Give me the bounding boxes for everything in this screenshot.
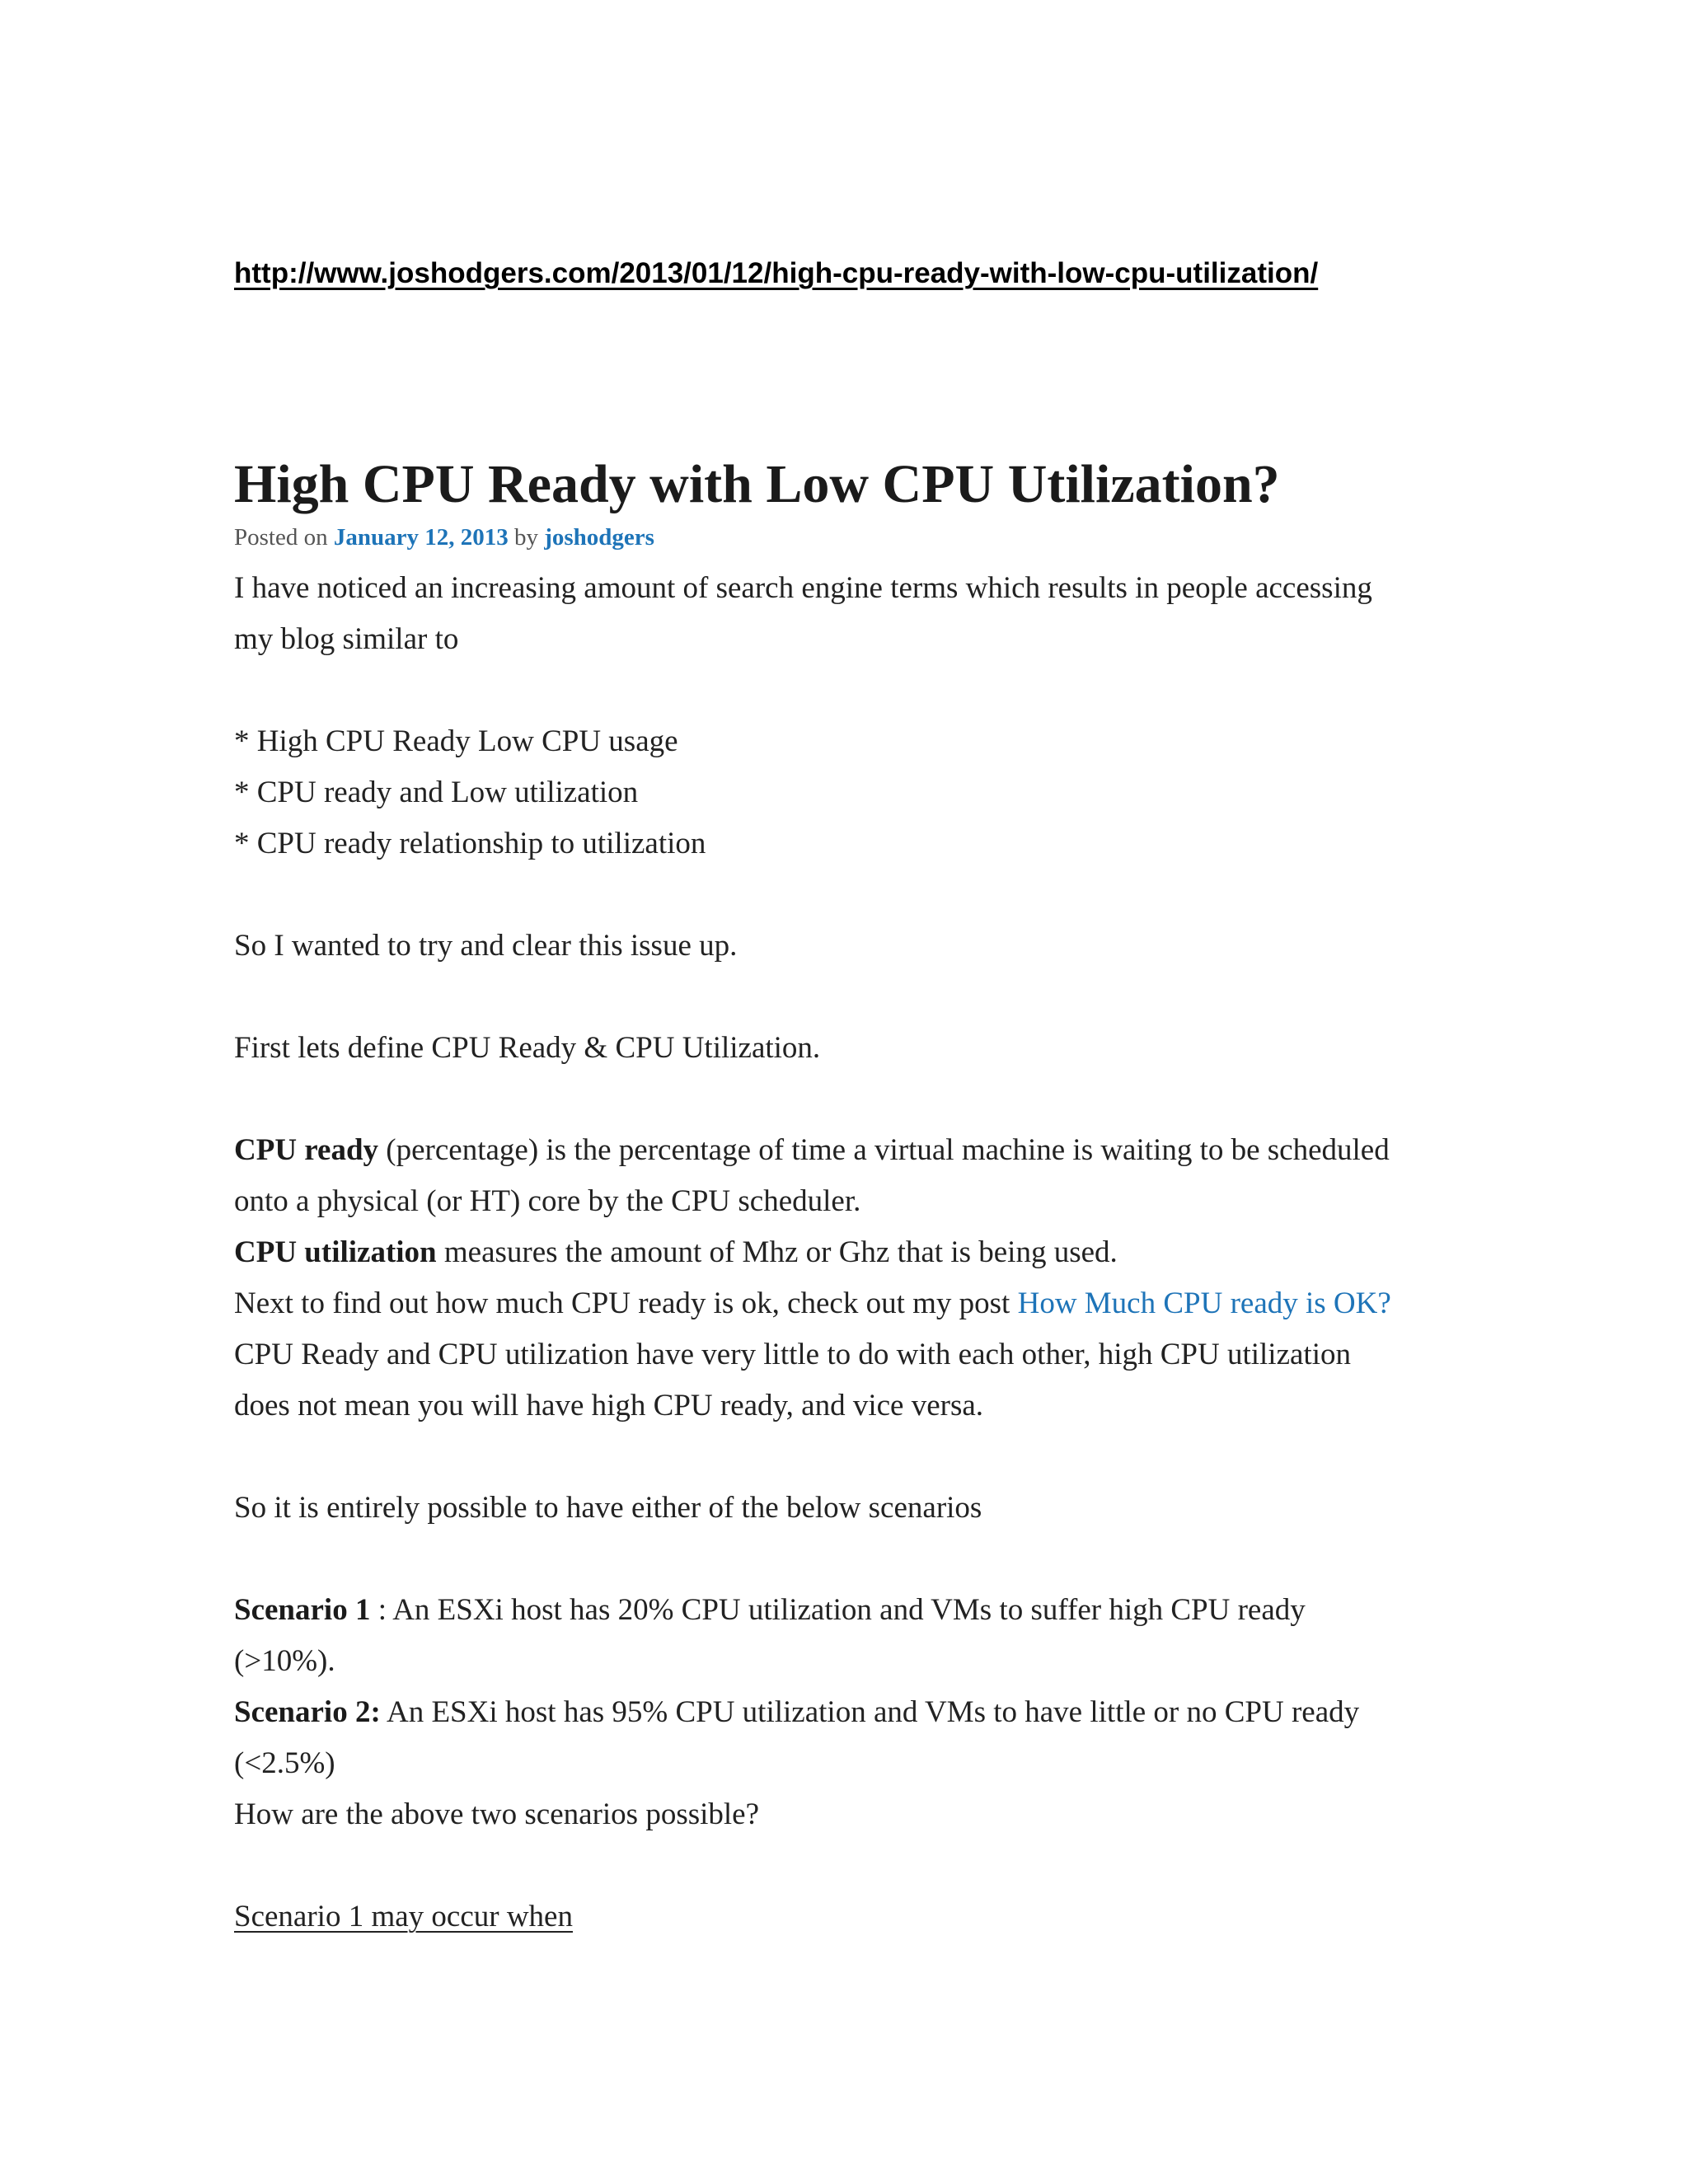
cpu-ready-def-line-2: onto a physical (or HT) core by the CPU scheduler. xyxy=(234,1184,861,1218)
possible-text: So it is entirely possible to have either of the below scenarios xyxy=(234,1491,982,1525)
bullet-item: * CPU ready relationship to utilization xyxy=(234,827,706,860)
bullet-item: * High CPU Ready Low CPU usage xyxy=(234,724,678,758)
clear-issue-text: So I wanted to try and clear this issue up. xyxy=(234,929,738,963)
source-url-link[interactable]: http://www.joshodgers.com/2013/01/12/high-cpu-ready-with-low-cpu-utilization/ xyxy=(234,257,1319,289)
cpu-ready-def-line-1: (percentage) is the percentage of time a virtual machine is waiting to be scheduled xyxy=(378,1133,1390,1167)
cpu-util-term: CPU utilization xyxy=(234,1235,437,1269)
bullet-item: * CPU ready and Low utilization xyxy=(234,776,639,809)
cpu-util-def: measures the amount of Mhz or Ghz that is being used. xyxy=(436,1235,1118,1269)
cpu-ready-definition xyxy=(234,1125,1470,1176)
post-body xyxy=(234,563,1470,1943)
scenario-1-label: Scenario 1 xyxy=(234,1593,371,1627)
by-label: by xyxy=(513,524,538,551)
question-text: How are the above two scenarios possible? xyxy=(234,1797,760,1831)
scenario-1-line-2: (>10%). xyxy=(234,1644,335,1678)
scenario-2-line-1: An ESXi host has 95% CPU utilization and VMs to have little or no CPU ready xyxy=(380,1695,1360,1729)
post-title: High CPU Ready with Low CPU Utilization? xyxy=(234,454,1280,514)
post-date-link[interactable]: January 12, 2013 xyxy=(333,524,509,551)
author-link[interactable]: joshodgers xyxy=(544,524,654,551)
cpu-ready-term: CPU ready xyxy=(234,1133,379,1167)
scenario-1-heading-text: Scenario 1 may occur when xyxy=(234,1900,573,1933)
relation-line-2: does not mean you will have high CPU ready, and vice versa. xyxy=(234,1389,984,1422)
scenario-1-line-1: : An ESXi host has 20% CPU utilization and VMs to suffer high CPU ready xyxy=(370,1593,1306,1627)
intro-line-1: I have noticed an increasing amount of search engine terms which results in people accessing xyxy=(234,571,1372,605)
scenario-2-label: Scenario 2: xyxy=(234,1695,381,1729)
scenario-1 xyxy=(234,1585,1470,1636)
scenario-2-line-2: (<2.5%) xyxy=(234,1746,335,1780)
relation-line-1: CPU Ready and CPU utilization have very little to do with each other, high CPU utilization xyxy=(234,1338,1351,1371)
define-text: First lets define CPU Ready & CPU Utilization. xyxy=(234,1031,821,1065)
scenario-2 xyxy=(234,1687,1470,1738)
next-text: Next to find out how much CPU ready is ok, check out my post xyxy=(234,1286,1018,1320)
posted-on-label: Posted on xyxy=(234,524,328,551)
intro-line-2: my blog similar to xyxy=(234,622,459,656)
how-much-cpu-ready-link[interactable]: How Much CPU ready is OK? xyxy=(1017,1286,1391,1320)
scenario-1-heading xyxy=(234,1891,1470,1943)
cpu-util-definition xyxy=(234,1227,1470,1278)
post-meta xyxy=(234,523,654,552)
next-post-line xyxy=(234,1278,1470,1329)
